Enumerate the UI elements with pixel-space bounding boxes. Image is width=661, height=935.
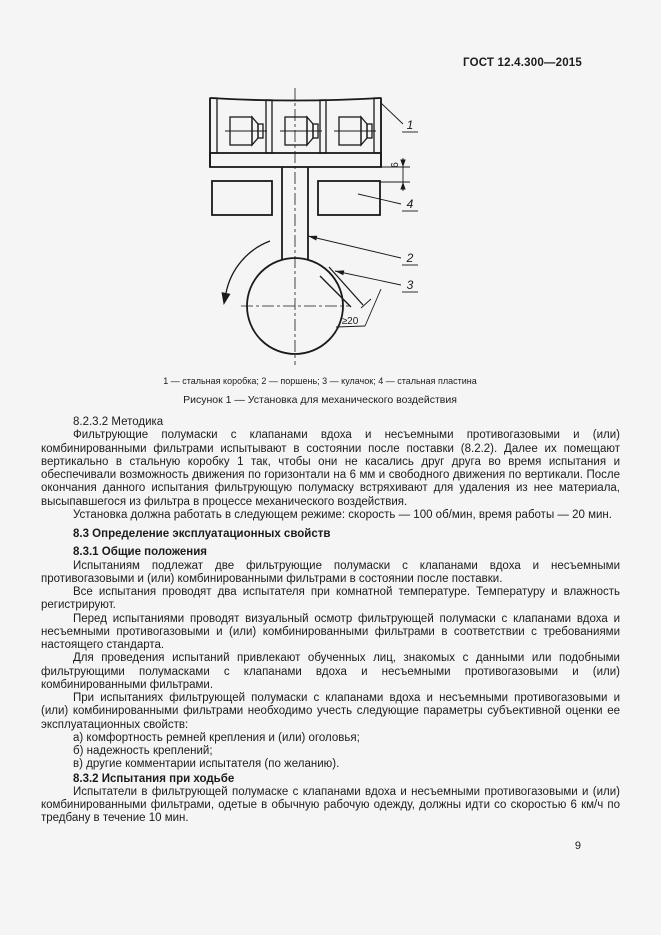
- gap-dimension: [380, 158, 410, 191]
- section-heading: 8.3.1 Общие положения: [73, 546, 208, 559]
- steel-box: [210, 98, 381, 167]
- paragraph: Перед испытаниями проводят визуальный осмотр фильтрующей полумаски с клапанами вдоха и несъемными противогазовыми и (или) комбинированными фильтрами в соответствии с требованиями настоящего стандарта.: [41, 612, 620, 651]
- half-mask-specimen-3: [334, 117, 376, 145]
- callout-3: [335, 270, 418, 292]
- list-item: а) комфортность ремней крепления и (или) оголовья;: [73, 731, 360, 744]
- callout-1: [381, 103, 418, 132]
- paragraph: Все испытания проводят два испытателя при комнатной температуре. Температуру и влажность регистрируют.: [41, 586, 620, 612]
- paragraph: Испытаниям подлежат две фильтрующие полумаски с клапанами вдоха и несъемными противогазовыми и (или) комбинированными фильтрами в состоянии после поставки.: [41, 559, 620, 585]
- body-text: [41, 416, 620, 826]
- section-heading: 8.3 Определение эксплуатационных свойств: [73, 528, 331, 540]
- page-number: 9: [574, 840, 581, 852]
- gap-dimension-label: 6: [390, 162, 401, 168]
- figure-legend: 1 — стальная коробка; 2 — поршень; 3 — кулачок; 4 — стальная пластина: [163, 376, 477, 386]
- section-heading: 8.3.2 Испытания при ходьбе: [73, 772, 235, 785]
- half-mask-specimen-1: [225, 117, 267, 145]
- callout-3-label: 3: [406, 278, 414, 292]
- figure-1-drawing: [198, 86, 432, 370]
- half-mask-specimen-2: [280, 117, 322, 145]
- paragraph: Для проведения испытаний привлекают обученных лиц, знакомых с данными или подобными фильтрующими полумасками с клапанами вдоха и несъемными противогазовыми и (или) комбинированными фильтрами.: [41, 652, 620, 691]
- figure-title: Рисунок 1 — Установка для механического воздействия: [183, 394, 457, 406]
- cam-dimension-label: ≥20: [341, 316, 359, 327]
- cam-flat-dimension: [320, 267, 381, 327]
- list-item: в) другие комментарии испытателя (по желанию).: [73, 758, 340, 771]
- callout-2: [308, 236, 418, 265]
- paragraph: Фильтрующие полумаски с клапанами вдоха и несъемными противогазовыми и (или) комбинированными фильтрами испытывают в состоянии после поставки (8.2.2). Далее их помещают вертикально в стальную коробку 1 так, чтобы они не касались друг друга во время испытания и обеспечивали возможность движения по горизонтали на 6 мм и свободного движения по вертикали. После окончания данного испытания фильтрующую полумаску встряхивают для удаления из нее материала, высыпавшегося из фильтра в процессе механического воздействия.: [41, 429, 620, 508]
- list-item: б) надежность креплений;: [73, 745, 213, 757]
- callout-4: [358, 194, 418, 211]
- callout-1-label: 1: [406, 118, 414, 132]
- callout-4-label: 4: [406, 197, 414, 211]
- paragraph: Установка должна работать в следующем режиме: скорость — 100 об/мин, время работы — 20 мин.: [73, 508, 612, 521]
- rotation-arrow: [222, 241, 271, 305]
- paragraph: Испытатели в фильтрующей полумаске с клапанами вдоха и несъемными противогазовыми и (или) комбинированными фильтрами, одетые в обычную рабочую одежду, должны идти со скоростью 6 км/ч по тредбану в течение 10 мин.: [41, 785, 620, 825]
- callout-2-label: 2: [406, 251, 414, 265]
- steel-plate: [212, 181, 380, 215]
- running-header: ГОСТ 12.4.300—2015: [463, 57, 582, 69]
- paragraph: При испытаниях фильтрующей полумаски с клапанами вдоха и несъемными противогазовыми и (или) комбинированными фильтрами необходимо учесть следующие параметры субъективной оценки ее эксплуатационных свойств:: [41, 692, 620, 731]
- section-heading: 8.2.3.2 Методика: [73, 416, 164, 428]
